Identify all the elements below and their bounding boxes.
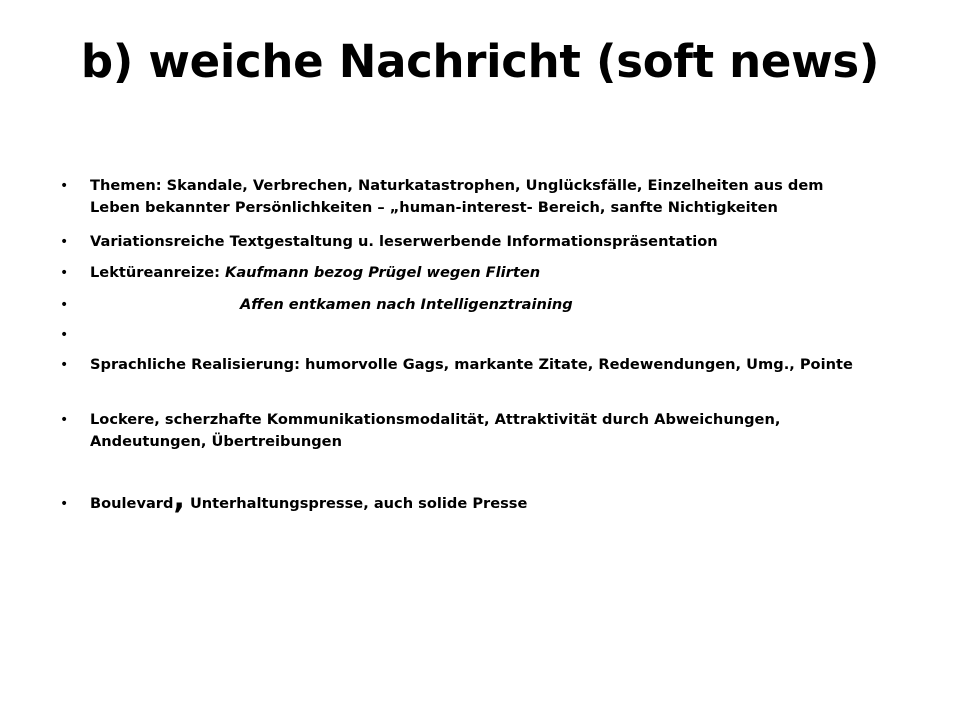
bullet-item-lockere	[60, 409, 860, 453]
bullet-prefix: Boulevard	[90, 495, 174, 512]
bullet-icon: •	[60, 327, 69, 343]
bullet-item-affen	[60, 294, 860, 316]
bullet-icon: •	[60, 297, 69, 313]
bullet-icon: •	[60, 357, 69, 373]
bullet-icon: •	[60, 265, 69, 281]
bullet-item-sprachliche	[60, 354, 860, 376]
bullet-text: Themen: Skandale, Verbrechen, Naturkatastrophen, Unglücksfälle, Einzelheiten aus dem Leben bekannter Persönlichkeiten – „human-interest- Bereich, sanfte Nichtigkeiten	[90, 177, 824, 216]
bullet-text: Variationsreiche Textgestaltung u. leserwerbende Informationspräsentation	[90, 233, 718, 250]
bullet-example-headline: Kaufmann bezog Prügel wegen Flirten	[225, 264, 541, 281]
bullet-icon: •	[60, 234, 69, 250]
bullet-comma: ,	[173, 481, 185, 516]
bullet-icon: •	[60, 178, 69, 194]
bullet-item-boulevard	[60, 481, 860, 516]
bullet-text: Sprachliche Realisierung: humorvolle Gags, markante Zitate, Redewendungen, Umg., Pointe	[90, 356, 853, 373]
bullet-item-variationsreiche	[60, 231, 860, 253]
bullet-prefix: Lektüreanreize:	[90, 264, 226, 281]
bullet-suffix: Unterhaltungspresse, auch solide Presse	[184, 495, 528, 512]
bullet-icon: •	[60, 496, 69, 512]
bullet-text: Lockere, scherzhafte Kommunikationsmodalität, Attraktivität durch Abweichungen, Andeutungen, Übertreibungen	[90, 411, 781, 450]
bullet-item-themen	[60, 175, 860, 219]
bullet-icon: •	[60, 412, 69, 428]
bullet-example-headline: Affen entkamen nach Intelligenztraining	[240, 296, 573, 313]
bullet-item-lektuereanreize	[60, 262, 860, 284]
slide-title: b) weiche Nachricht (soft news)	[80, 35, 880, 88]
